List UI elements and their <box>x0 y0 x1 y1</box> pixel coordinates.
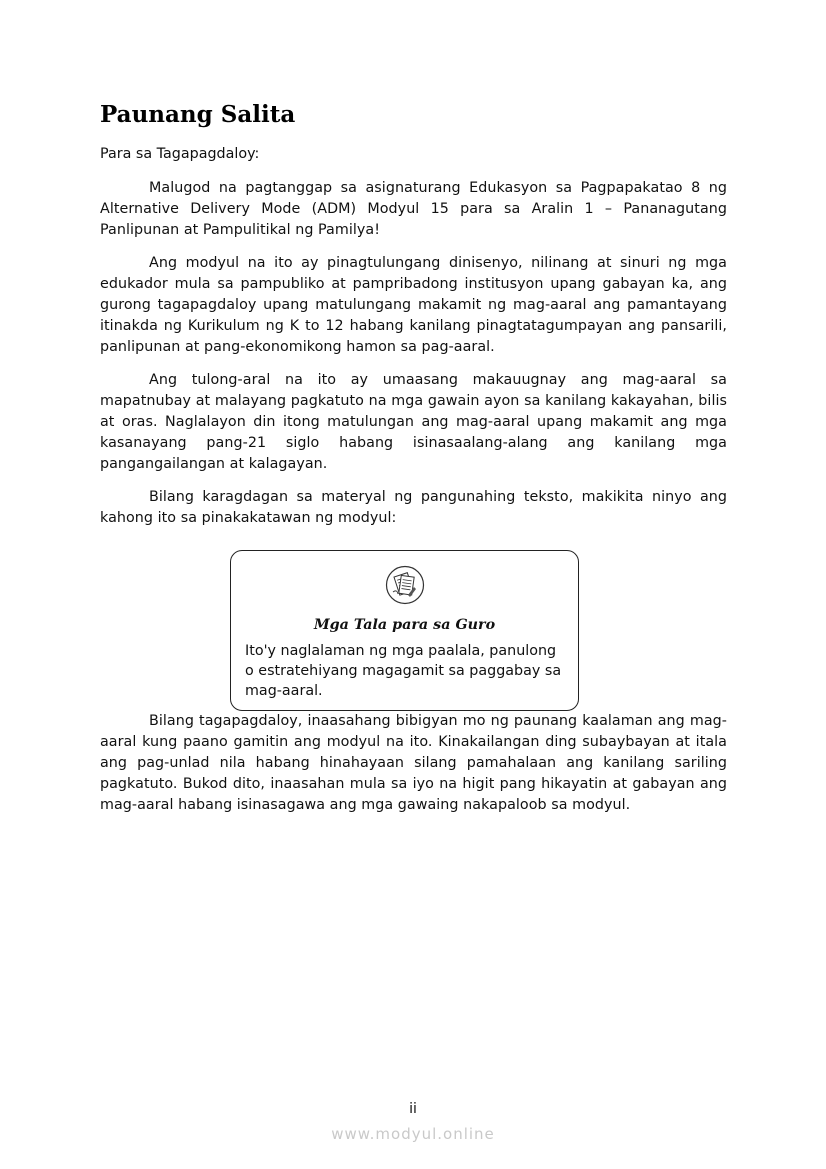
teacher-notes-body: Ito'y naglalaman ng mga paalala, panulong o estratehiyang magagamit sa paggabay sa mag-aaral. <box>245 643 562 699</box>
page-number: ii <box>409 1101 417 1117</box>
teacher-notes-box <box>230 550 579 711</box>
paragraph-design: Ang modyul na ito ay pinagtulungang dinisenyo, nilinang at sinuri ng mga edukador mula sa pampubliko at pampribadong institusyon upang gabayan ka, ang gurong tagapagdaloy upang matulungang makamit ng mag-aaral ang pamantayang itinakda ng Kurikulum ng K to 12 habang kanilang pinagtatagumpayan ang pansarili, panlipunan at pang-ekonomikong hamon sa pag-aaral. <box>100 255 727 355</box>
notes-icon <box>385 565 425 605</box>
page-content <box>100 96 727 828</box>
teacher-notes-title: Mga Tala para sa Guro <box>313 617 496 633</box>
greeting: Para sa Tagapagdaloy: <box>100 146 260 162</box>
paragraph-closing: Bilang tagapagdaloy, inaasahang bibigyan mo ng paunang kaalaman ang mag-aaral kung paano gamitin ang modyul na ito. Kinakailangan ding subaybayan at itala ang pag-unlad nila habang hinahayaan silang pamahalaan ang kanilang sariling pagkatuto. Bukod dito, inaasahan mula sa iyo na higit pang hikayatin at gabayan ang mag-aaral habang isinasagawa ang mga gawaing nakapaloob sa modyul. <box>100 713 727 813</box>
paragraph-purpose: Ang tulong-aral na ito ay umaasang makauugnay ang mag-aaral sa mapatnubay at malayang pagkatuto na mga gawain ayon sa kanilang kakayahan, bilis at oras. Naglalayon din itong matulungan ang mag-aaral upang makamit ang mga kasanayang pang-21 siglo habang isinasaalang-alang ang kanilang mga pangangailangan at kalagayan. <box>100 372 727 472</box>
page-title: Paunang Salita <box>100 101 296 128</box>
paragraph-welcome: Malugod na pagtanggap sa asignaturang Edukasyon sa Pagpapakatao 8 ng Alternative Delivery Mode (ADM) Modyul 15 para sa Aralin 1 – Pananagutang Panlipunan at Pampulitikal ng Pamilya! <box>100 180 727 238</box>
watermark: www.modyul.online <box>331 1125 495 1143</box>
paragraph-box-intro: Bilang karagdagan sa materyal ng pangunahing teksto, makikita ninyo ang kahong ito sa pinakakatawan ng modyul: <box>100 489 727 526</box>
